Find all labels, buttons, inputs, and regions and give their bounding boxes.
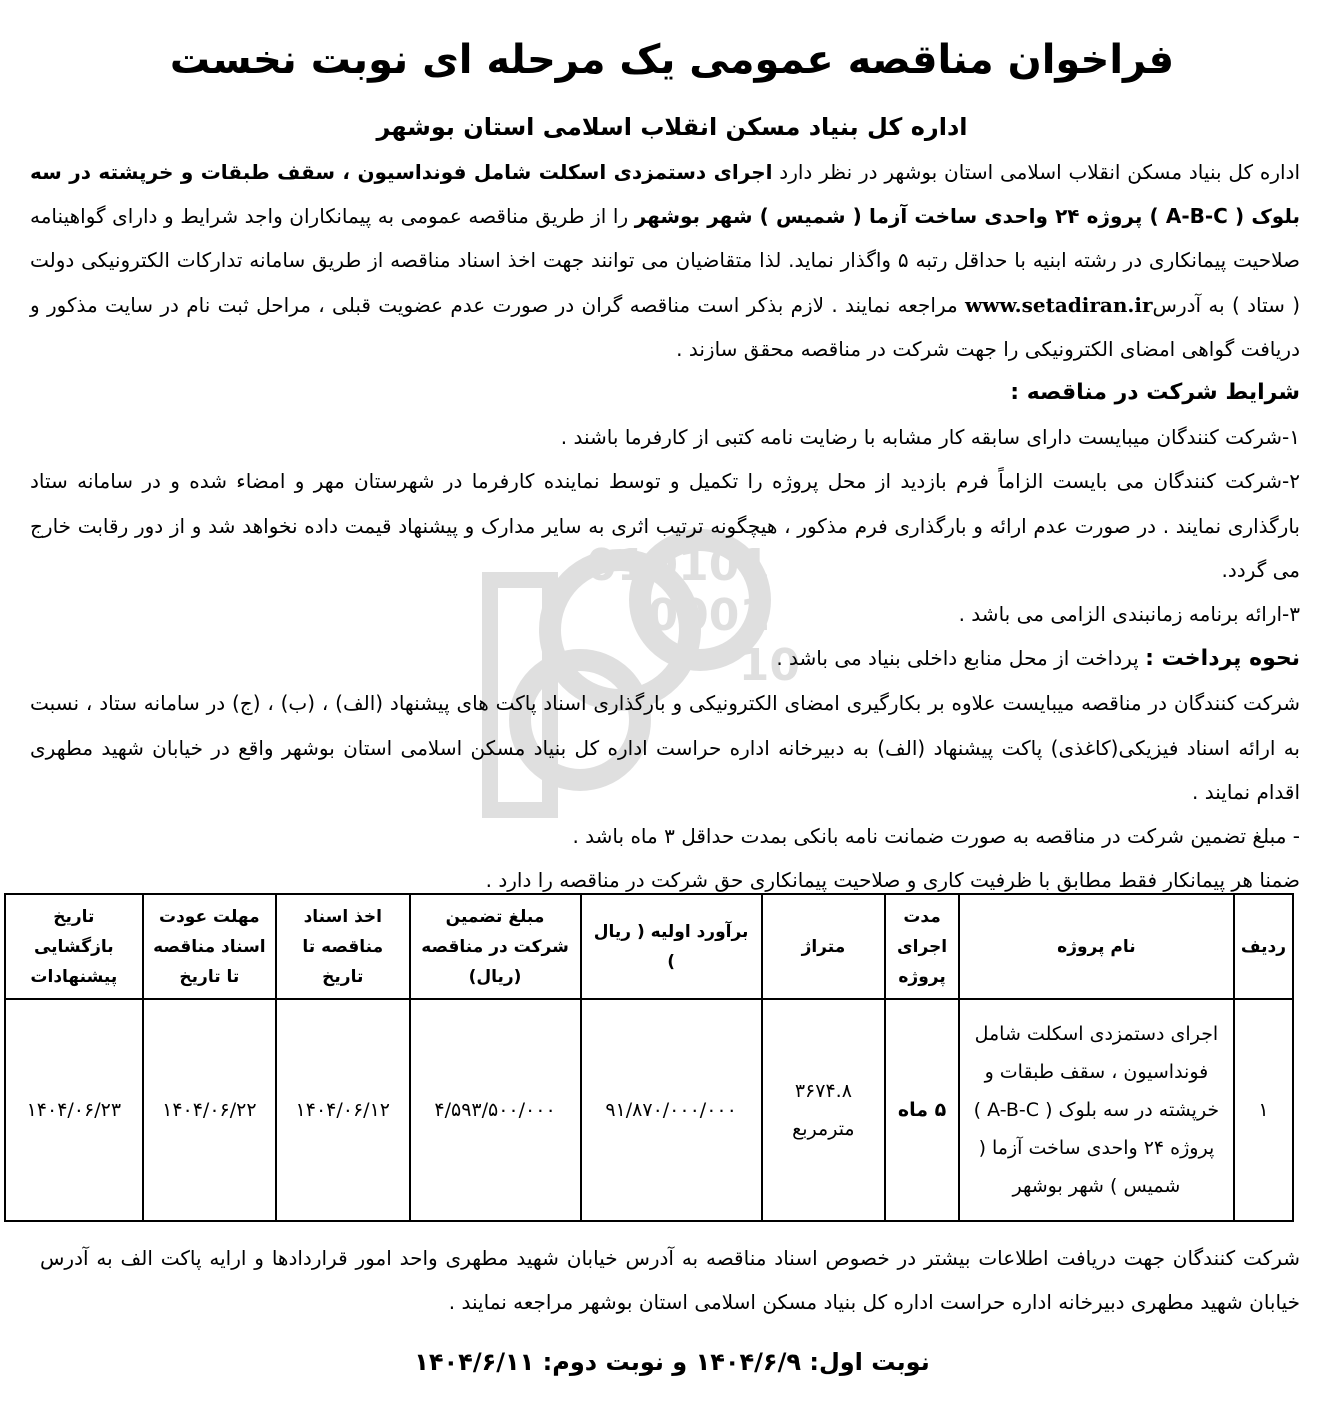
payment-paragraph <box>30 636 1300 681</box>
condition-3: ۳-ارائه برنامه زمانبندی الزامی می باشد . <box>958 602 1300 627</box>
notice-body <box>30 150 1300 902</box>
svg-text:010101: 010101 <box>586 540 770 591</box>
cell-estimate: ۹۱/۸۷۰/۰۰۰/۰۰۰ <box>581 999 762 1221</box>
publication-rounds: نوبت اول: ۱۴۰۴/۶/۹ و نوبت دوم: ۱۴۰۴/۶/۱۱ <box>414 1348 930 1376</box>
cell-project-name: اجرای دستمزدی اسکلت شامل فونداسیون ، سقف طبقات و خرپشته در سه بلوک ( A-B-C ) پروژه ۲۴ واحدی ساخت آزما ( شمیس ) شهر بوشهر <box>959 999 1234 1221</box>
page-subtitle: اداره کل بنیاد مسکن انقلاب اسلامی استان بوشهر <box>376 113 968 141</box>
table-row <box>5 999 1293 1221</box>
header-guarantee: مبلغ تضمین شرکت در مناقصه (ریال) <box>410 894 581 999</box>
cell-area-value: ۳۶۷۴.۸ <box>794 1080 852 1102</box>
guarantee-paragraph: - مبلغ تضمین شرکت در مناقصه به صورت ضمانت نامه بانکی بمدت حداقل ۳ ماه باشد . <box>572 824 1300 849</box>
svg-text:0001: 0001 <box>647 590 770 641</box>
header-opening-date: تاریخ بازگشایی پیشنهادات <box>5 894 143 999</box>
intro-text-a: اداره کل بنیاد مسکن انقلاب اسلامی استان بوشهر در نظر دارد <box>772 160 1300 184</box>
footer-paragraph <box>40 1236 1300 1324</box>
intro-text-d: مراجعه نمایند . لازم بذکر است مناقصه گران در صورت عدم عضویت قبلی ، مراحل ثبت نام در سایت مذکور و دریافت گواهی امضای الکترونیکی را جهت شرکت در مناقصه محقق سازند . <box>30 292 1300 361</box>
capacity-paragraph: ضمنا هر پیمانکار فقط مطابق با ظرفیت کاری و صلاحیت پیمانکاری حق شرکت در مناقصه را دارد . <box>485 868 1300 893</box>
header-return-deadline: مهلت عودت اسناد مناقصه تا تاریخ <box>143 894 276 999</box>
conditions-heading: شرایط شرکت در مناقصه : <box>1010 380 1300 406</box>
header-docs-deadline: اخذ اسناد مناقصه تا تاریخ <box>276 894 409 999</box>
cell-area <box>762 999 886 1221</box>
condition-2: ۲-شرکت کنندگان می بایست الزاماً فرم بازدید از محل پروژه را تکمیل و توسط نماینده کارفرما در شهرستان مهر و امضاء شده و در سامانه ستاد بارگذاری نمایند . در صورت عدم ارائه و بارگذاری فرم مذکور ، هیچگونه ترتیب اثری به سایر مدارک و پیشنهاد قیمت داده نخواهد شد و از دور رقابت خارج می گردد. <box>30 469 1300 582</box>
intro-project-bold: اجرای دستمزدی اسکلت شامل فونداسیون ، سقف طبقات و خرپشته در سه بلوک ( A-B-C ) پروژه ۲۴ واحدی ساخت آزما ( شمیس ) شهر بوشهر <box>30 160 1301 229</box>
submission-paragraph: شرکت کنندگان در مناقصه میبایست علاوه بر بکارگیری امضای الکترونیکی و بارگذاری اسناد پاکت های پیشنهاد (الف) ، (ب) ، (ج) در سامانه ستاد ، نسبت به ارائه اسناد فیزیکی(کاغذی) پاکت پیشنهاد (الف) به دبیرخانه اداره حراست اداره کل بنیاد مسکن اسلامی استان بوشهر واقع در خیابان شهید مطهری اقدام نمایند . <box>30 691 1300 804</box>
cell-duration: ۵ ماه <box>885 999 959 1221</box>
footer-address-text: شرکت کنندگان جهت دریافت اطلاعات بیشتر در خصوص اسناد مناقصه به آدرس خیابان شهید مطهری واحد امور قراردادها و ارایه پاکت الف به آدرس خیابان شهید مطهری دبیرخانه اداره حراست اداره کل بنیاد مسکن اسلامی استان بوشهر مراجعه نمایند . <box>40 1246 1300 1314</box>
tender-table <box>4 893 1294 1222</box>
cell-guarantee: ۴/۵۹۳/۵۰۰/۰۰۰ <box>410 999 581 1221</box>
cell-return-deadline: ۱۴۰۴/۰۶/۲۲ <box>143 999 276 1221</box>
cell-opening-date: ۱۴۰۴/۰۶/۲۳ <box>5 999 143 1221</box>
setad-url-link[interactable]: www.setadiran.ir <box>965 292 1153 317</box>
header-area: متراژ <box>762 894 886 999</box>
svg-text:10: 10 <box>738 640 800 691</box>
condition-1: ۱-شرکت کنندگان میبایست دارای سابقه کار مشابه با رضایت نامه کتبی از کارفرما باشند . <box>560 425 1300 450</box>
header-row-number: ردیف <box>1234 894 1293 999</box>
header-duration: مدت اجرای پروژه <box>885 894 959 999</box>
cell-docs-deadline: ۱۴۰۴/۰۶/۱۲ <box>276 999 409 1221</box>
cell-row-number: ۱ <box>1234 999 1293 1221</box>
page-title: فراخوان مناقصه عمومی یک مرحله ای نوبت نخست <box>169 37 1175 83</box>
payment-text: پرداخت از محل منابع داخلی بنیاد می باشد . <box>776 646 1146 671</box>
table-header-row <box>5 894 1293 999</box>
cell-area-unit: مترمربع <box>792 1118 855 1140</box>
header-project-name: نام پروژه <box>959 894 1234 999</box>
header-estimate: برآورد اولیه ( ریال ) <box>581 894 762 999</box>
intro-paragraph <box>30 150 1300 371</box>
payment-heading: نحوه پرداخت : <box>1145 646 1300 672</box>
intro-text-c: را از طریق مناقصه عمومی به پیمانکاران واجد شرایط و دارای گواهینامه صلاحیت پیمانکاری در رشته ابنیه با حداقل رتبه ۵ واگذار نماید. لذا متقاضیان می توانند جهت اخذ اسناد مناقصه از طریق سامانه تدارکات الکترونیکی دولت ( ستاد ) به آدرس <box>30 204 1301 317</box>
